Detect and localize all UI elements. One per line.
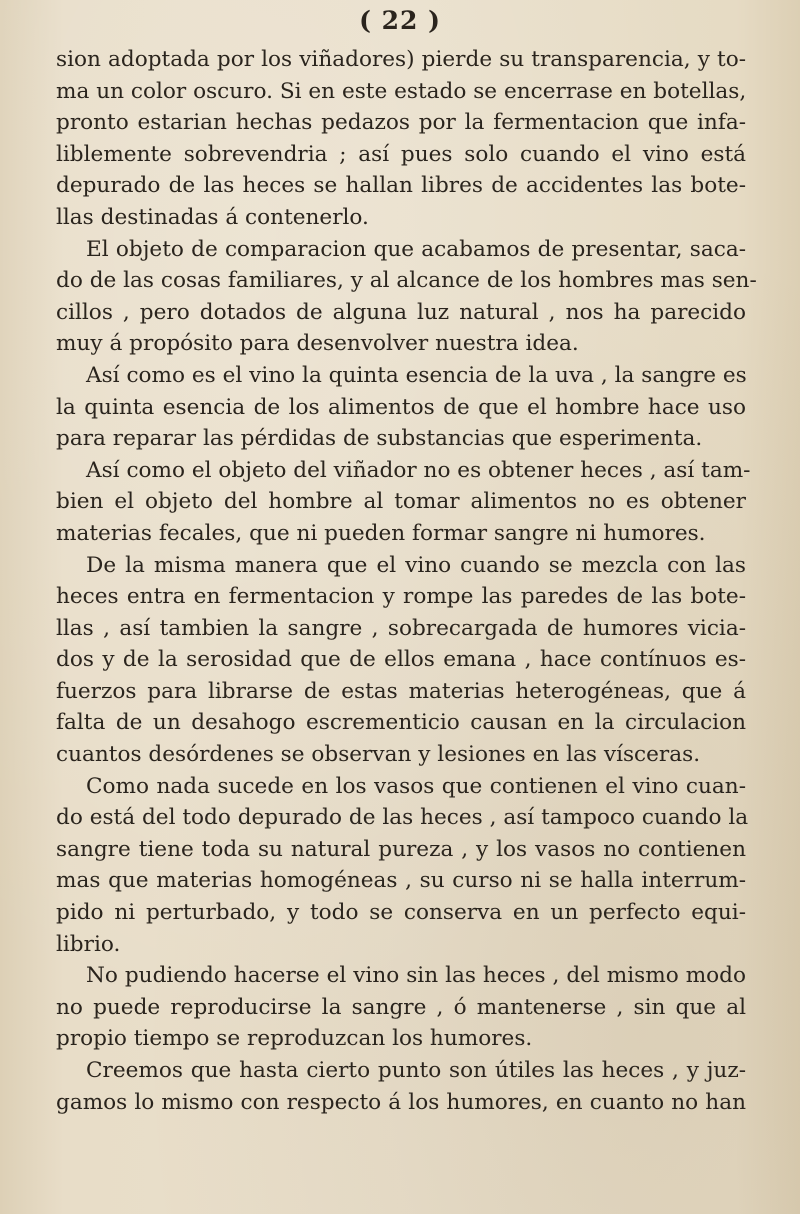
text-line: Creemos que hasta cierto punto son útiles las heces , y juz- — [86, 1058, 746, 1083]
text-line: para reparar las pérdidas de substancias que esperimenta. — [56, 426, 703, 452]
text-line: muy á propósito para desenvolver nuestra idea. — [56, 331, 579, 357]
text-line: do está del todo depurado de las heces , así tampoco cuando la — [56, 805, 749, 831]
text-line: sangre tiene toda su natural pureza , y los vasos no contienen — [56, 836, 746, 862]
text-line: pido ni perturbado, y todo se conserva en un perfecto equi- — [56, 900, 746, 926]
text-line: Así como es el vino la quinta esencia de la uva , la sangre es — [86, 362, 747, 388]
paragraph — [56, 550, 746, 771]
text-line: dos y de la serosidad que de ellos emana , hace contínuos es- — [56, 647, 746, 673]
text-line: pronto estarian hechas pedazos por la fermentacion que infa- — [56, 110, 746, 136]
text-line: bien el objeto del hombre al tomar alimentos no es obtener — [56, 489, 746, 515]
text-line: la quinta esencia de los alimentos de que el hombre hace uso — [56, 394, 746, 420]
text-line: no puede reproducirse la sangre , ó mantenerse , sin que al — [56, 994, 746, 1020]
text-line: liblemente sobrevendria ; así pues solo cuando el vino está — [56, 141, 746, 167]
paragraph — [56, 360, 746, 455]
text-line: ma un color oscuro. Si en este estado se encerrase en botellas, — [56, 78, 747, 104]
text-line: Así como el objeto del viñador no es obtener heces , así tam- — [86, 457, 751, 483]
text-line: llas destinadas á contenerlo. — [56, 204, 369, 230]
text-line: do de las cosas familiares, y al alcance de los hombres mas sen- — [56, 268, 757, 294]
page-number: ( 22 ) — [359, 6, 441, 35]
text-line: cuantos desórdenes se observan y lesiones en las vísceras. — [56, 742, 701, 768]
text-line: heces entra en fermentacion y rompe las paredes de las bote- — [56, 584, 746, 610]
text-line: propio tiempo se reproduzcan los humores. — [56, 1026, 533, 1052]
text-line: cillos , pero dotados de alguna luz natural , nos ha parecido — [56, 299, 746, 325]
paragraph — [56, 234, 757, 360]
text-line: No pudiendo hacerse el vino sin las heces , del mismo modo — [86, 963, 746, 989]
paragraph — [56, 1055, 746, 1118]
paragraph — [56, 455, 751, 550]
text-line: gamos lo mismo con respecto á los humores, en cuanto no han — [56, 1089, 746, 1115]
text-line: materias fecales, que ni pueden formar sangre ni humores. — [56, 520, 706, 546]
paragraph — [56, 44, 746, 234]
text-line: llas , así tambien la sangre , sobrecargada de humores vicia- — [56, 615, 746, 641]
body-text — [56, 44, 757, 1118]
text-line: falta de un desahogo escrementicio causan en la circulacion — [56, 710, 746, 736]
text-line: sion adoptada por los viñadores) pierde su transparencia, y to- — [56, 47, 746, 72]
text-line: De la misma manera que el vino cuando se mezcla con las — [86, 552, 746, 578]
text-line: El objeto de comparacion que acabamos de presentar, saca- — [86, 236, 746, 262]
text-line: depurado de las heces se hallan libres de accidentes las bote- — [56, 173, 746, 199]
text-line: librio. — [56, 931, 121, 957]
text-line: fuerzos para librarse de estas materias heterogéneas, que á — [56, 678, 746, 704]
text-line: Como nada sucede en los vasos que contienen el vino cuan- — [86, 773, 746, 799]
text-line: mas que materias homogéneas , su curso ni se halla interrum- — [56, 868, 746, 894]
paragraph — [56, 960, 746, 1055]
paragraph — [56, 771, 749, 961]
